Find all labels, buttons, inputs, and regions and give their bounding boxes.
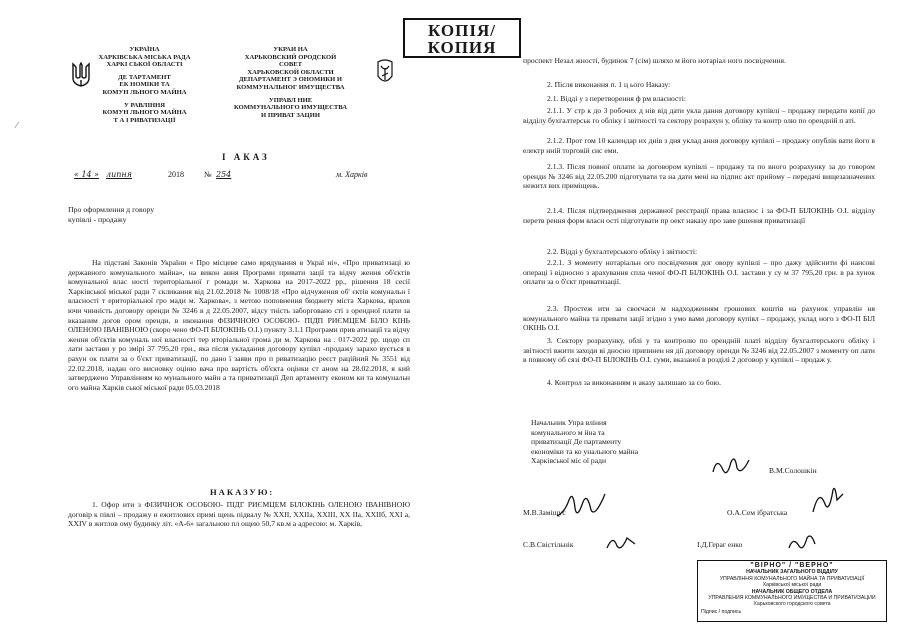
head-title-line: Харківської міс ої ради — [531, 456, 607, 466]
right-page — [451, 0, 902, 638]
approver-4-name: І.Д.Гераг енко — [697, 540, 743, 549]
letterhead-line: ЕК НОМІКИ ТА — [119, 81, 170, 89]
stamp-line: НАЧАЛЬНИК ЗАГАЛЬНОГО ВІДДІЛУ — [746, 569, 838, 576]
letterhead-line: УКРАИ НА — [273, 46, 308, 53]
letterhead-line: Т А І РИВАТИЗАЦІЇ — [113, 116, 176, 124]
stamp-line: УПРАВЛЕНИЯ КОММУНАЛЬНОГО ИМУЩЕСТВА И ПРИВАТИЗАЦИИ — [708, 595, 876, 602]
order-paragraph: проспект Незал жності, будинок 7 (сім) шляхо м його нотаріал ного посвідчення. — [523, 56, 786, 65]
signature-mark-icon — [709, 452, 753, 482]
letterhead-line: СОВЕТ — [278, 61, 303, 69]
letterhead-line: КОММУНАЛЬНОГ ИМУЩЕСТВА — [236, 83, 345, 91]
order-paragraph: 2. Після виконання п. 1 ц ього Наказу: — [547, 80, 671, 89]
stamp-footer: Підпис / подпись — [701, 608, 742, 615]
letterhead-line: ХАРКІ СЬКОЇ ОБЛАСТІ — [106, 61, 183, 69]
order-paragraph: 2.2.1. З моменту нотаріальн ого посвідчення дог овору купівлі – про дажу здійснити фі нансові операці ї відносно з арахування спла ченої ФО-П БІЛОКІНЬ О.І. застави у су м 37 795,20 грн. в ра хунок оплати за о б'єкт приватизації. — [523, 258, 875, 287]
letterhead-line: КОМУН ЛЬНОГО МАЙНА — [102, 109, 187, 117]
order-paragraph: 2.2. Відді у бухгалтерського обліку і звітності: — [547, 247, 698, 256]
approver-2-name: О.А.Сем ібратська — [727, 508, 788, 517]
subject — [68, 205, 154, 224]
letterhead — [60, 46, 400, 136]
head-signature-block — [531, 418, 638, 466]
order-paragraph: 3. Сектору розрахунку, облі у та контролю по орендній платі відділу бухгалтерського обліку і звітності вжити заходи ві дносно припинен ня дії договору оренди № 3246 від 22.05.2007 з моменту оп лати в повному об сязі ФО-П БІЛОКІНЬ О.І. суми, вказаної в розділі 2 договор у купівлі – продаж у. — [523, 336, 875, 365]
letterhead-line: ДЕ ТАРТАМЕНТ — [118, 73, 171, 81]
preamble-paragraph: На підставі Законів України « Про місцеве само врядування в Украї ні», «Про приватизаці ю державного комунального майна», на викон ання Програми привати зації та відчу ження об'єктів комунальної влас ності територіальної г ромади м. Харкова на 2017-2022 рр., рішення 18 сесії Харківської міської ради 7 скликання від 21.02.2018 № 1008/18 «Про відчуження об' єктів комунальн ї власності т ериторіальної гро мади м. Харкова», з метою поповнення бюджету міста Харкова, врахов ючи чинність договору оренди № 3246 в д 22.05.2007, відсу тність заборговано сті з орендної плати за вказаним догов ором оренди, в иконання ФІЗИЧНОЮ ОСОБОЮ- ПІДП РИЄМЦЕМ БІЛО КІНЬ ОЛЕНОЮ ІВАНІВНОЮ (скоро чено ФО-П БІЛОКІНЬ О.І.) пункту 3.1.1 Програми прив атизації та відчу ження об'єктів комуналь ної власності тер иторіальної грома ди м. Харкова на . 017-2022 рр. щодо сп лати застави у ро змірі 37 795,20 грн., яка після укладання договору купівл -продажу зарахо вується в рахун ок плати за о б'єкт приватизації, по дано ї заяви про п риватизацію реєст раційний № 3551 від 22.02.2018, надан ого висновку оціню вача про вартість об'єкта оцінки ст аном на 28.02.2018, я кий затверджено Управлінням ко мунального майн а та приватизації Деп артаменту економ ки та комунальн ого майна Харків ської міської ради 05.03.2018 — [68, 258, 410, 392]
copy-stamp-line: КОПИЯ — [427, 38, 497, 57]
date-month: липня — [106, 170, 132, 179]
letterhead-line: УКРАЇНА — [129, 46, 160, 53]
letterhead-line: У РАВЛІННЯ — [123, 101, 166, 109]
head-title-line: приватизації Де партаменту — [531, 437, 622, 447]
subject-line: Про оформлення д говору — [68, 205, 155, 214]
letterhead-line: ХАРКІВСЬКА МІСЬКА РАДА — [98, 53, 191, 61]
stamp-line: УПРАВЛІННЯ КОМУНАЛЬНОГО МАЙНА ТА ПРИВАТИЗАЦІЇ — [719, 575, 865, 582]
signature-mark-icon — [807, 484, 847, 518]
head-name: В.М.Солошкін — [769, 466, 817, 475]
stamp-line: Харьковского городского совета — [753, 601, 831, 608]
subject-line: купівлі - продажу — [68, 214, 127, 224]
letterhead-line: ХАРЬКОВСКОЙ ОБЛАСТИ — [247, 68, 334, 76]
order-paragraph: 2.3. Простеж ити за своєчасн м надходженням грошових коштів на рахунок управлін ня комунального майна та привати зації згідно з умо вами договору купівл – продажу, уклад ного з ФО-П БІЛ ОКІНЬ О.І. — [523, 304, 875, 333]
kharkiv-crest-icon — [376, 58, 394, 88]
letterhead-ukrainian — [82, 46, 207, 124]
signature-mark-icon — [555, 490, 607, 524]
order-paragraph: 2.1.2. Прот гом 10 календар их днів з дня уклад ання договору купівлі – продажу опублік вати його в електр нній торговій сис еми. — [523, 136, 875, 155]
order-number: 254 — [216, 170, 232, 179]
copy-stamp-line: КОПІЯ/ — [428, 21, 496, 40]
signature-mark-icon — [785, 530, 819, 556]
stamp-title: "ВІРНО" / "ВЕРНО" — [750, 562, 834, 569]
stamp-line: Харківської міської ради — [762, 582, 822, 589]
letterhead-line: И ПРИВАТ ЗАЦИИ — [261, 111, 320, 119]
head-title-line: Начальник Упра вління — [531, 418, 607, 427]
document-title: І АКАЗ — [222, 152, 270, 162]
letterhead-line: ДЕПАРТАМЕНТ Э ОНОМИКИ И — [238, 76, 343, 84]
approver-1-name: М.В.Заміщус — [523, 508, 566, 517]
certified-true-stamp — [697, 560, 887, 622]
head-title-line: комунального м йна та — [531, 427, 605, 437]
order-heading: НАКАЗУЮ: — [210, 487, 275, 497]
date-day: « 14 » — [74, 170, 100, 179]
order-paragraph: 2.1.1. У стр к до 3 робочих д нів від дати укла дання договору купівлі – продажу передати копії до відділу бухгалтерськ го обліку і звітності та сектору розрахун у, обліку та контр олю по орендній п аті. — [523, 106, 875, 125]
order-paragraph: 2.1.3. Після повної оплати за договором купівлі – продажу та по вного розрахунку за до говором оренди № 3246 від 22.05.200 підготувати та на дати мені на підпис акт прийому – передачі вищезазначених нежитл вих приміщень. — [523, 162, 875, 191]
date-year: 2018 — [168, 170, 184, 179]
order-paragraph: 2.1. Відді у з перетворення ф рм власності: — [547, 94, 686, 103]
letterhead-line: КОММУНАЛЬНОГО ИМУЩЕСТВА — [234, 104, 347, 112]
order-paragraph: 2.1.4. Після підтвердження державної реєстрації права власнос і за ФО-П БІЛОКІНЬ О.І. відділу перетв рення форм власн ості підготувати пр оект наказу про заве ршення приватизації — [523, 206, 875, 225]
order-paragraph: 4. Контрол за виконанням н аказу залишаю за со бою. — [547, 378, 721, 387]
head-title-line: економіки та ко унального майна — [531, 446, 639, 456]
stamp-line: НАЧАЛЬНИК ОБЩЕГО ОТДЕЛА — [751, 588, 833, 595]
scan-mark: ∕ — [16, 120, 18, 130]
order-item-1: 1. Офор ити з ФІЗИЧНОК ОСОБОЮ- ПІДГ РИЄМЦЕМ БІЛОКІНЬ ОЛЕНОЮ ІВАНІВНОЮ договір к півлі – продажу н ежитлових примі щень підвалу № XXII, XXIIа, XXIII, XX IIа, XXIIб, XXI а, XXIV в житлов ому будинку літ. «А-6» загальною пл ощею 50,7 кв.м а адресою: м. Харків, — [68, 500, 410, 529]
number-label: № — [204, 170, 212, 179]
city: м. Харків — [336, 170, 368, 179]
letterhead-line: КОМУН ЛЬНОГО МАЙНА — [102, 88, 187, 96]
letterhead-line: УПРАВЛ НИЕ — [268, 96, 313, 104]
letterhead-russian — [228, 46, 353, 119]
approver-3-name: С.В.Свістільнік — [523, 540, 574, 549]
signature-mark-icon — [603, 530, 639, 554]
letterhead-line: ХАРЬКОВСКИЙ ОРОДСКОЙ — [244, 53, 337, 61]
